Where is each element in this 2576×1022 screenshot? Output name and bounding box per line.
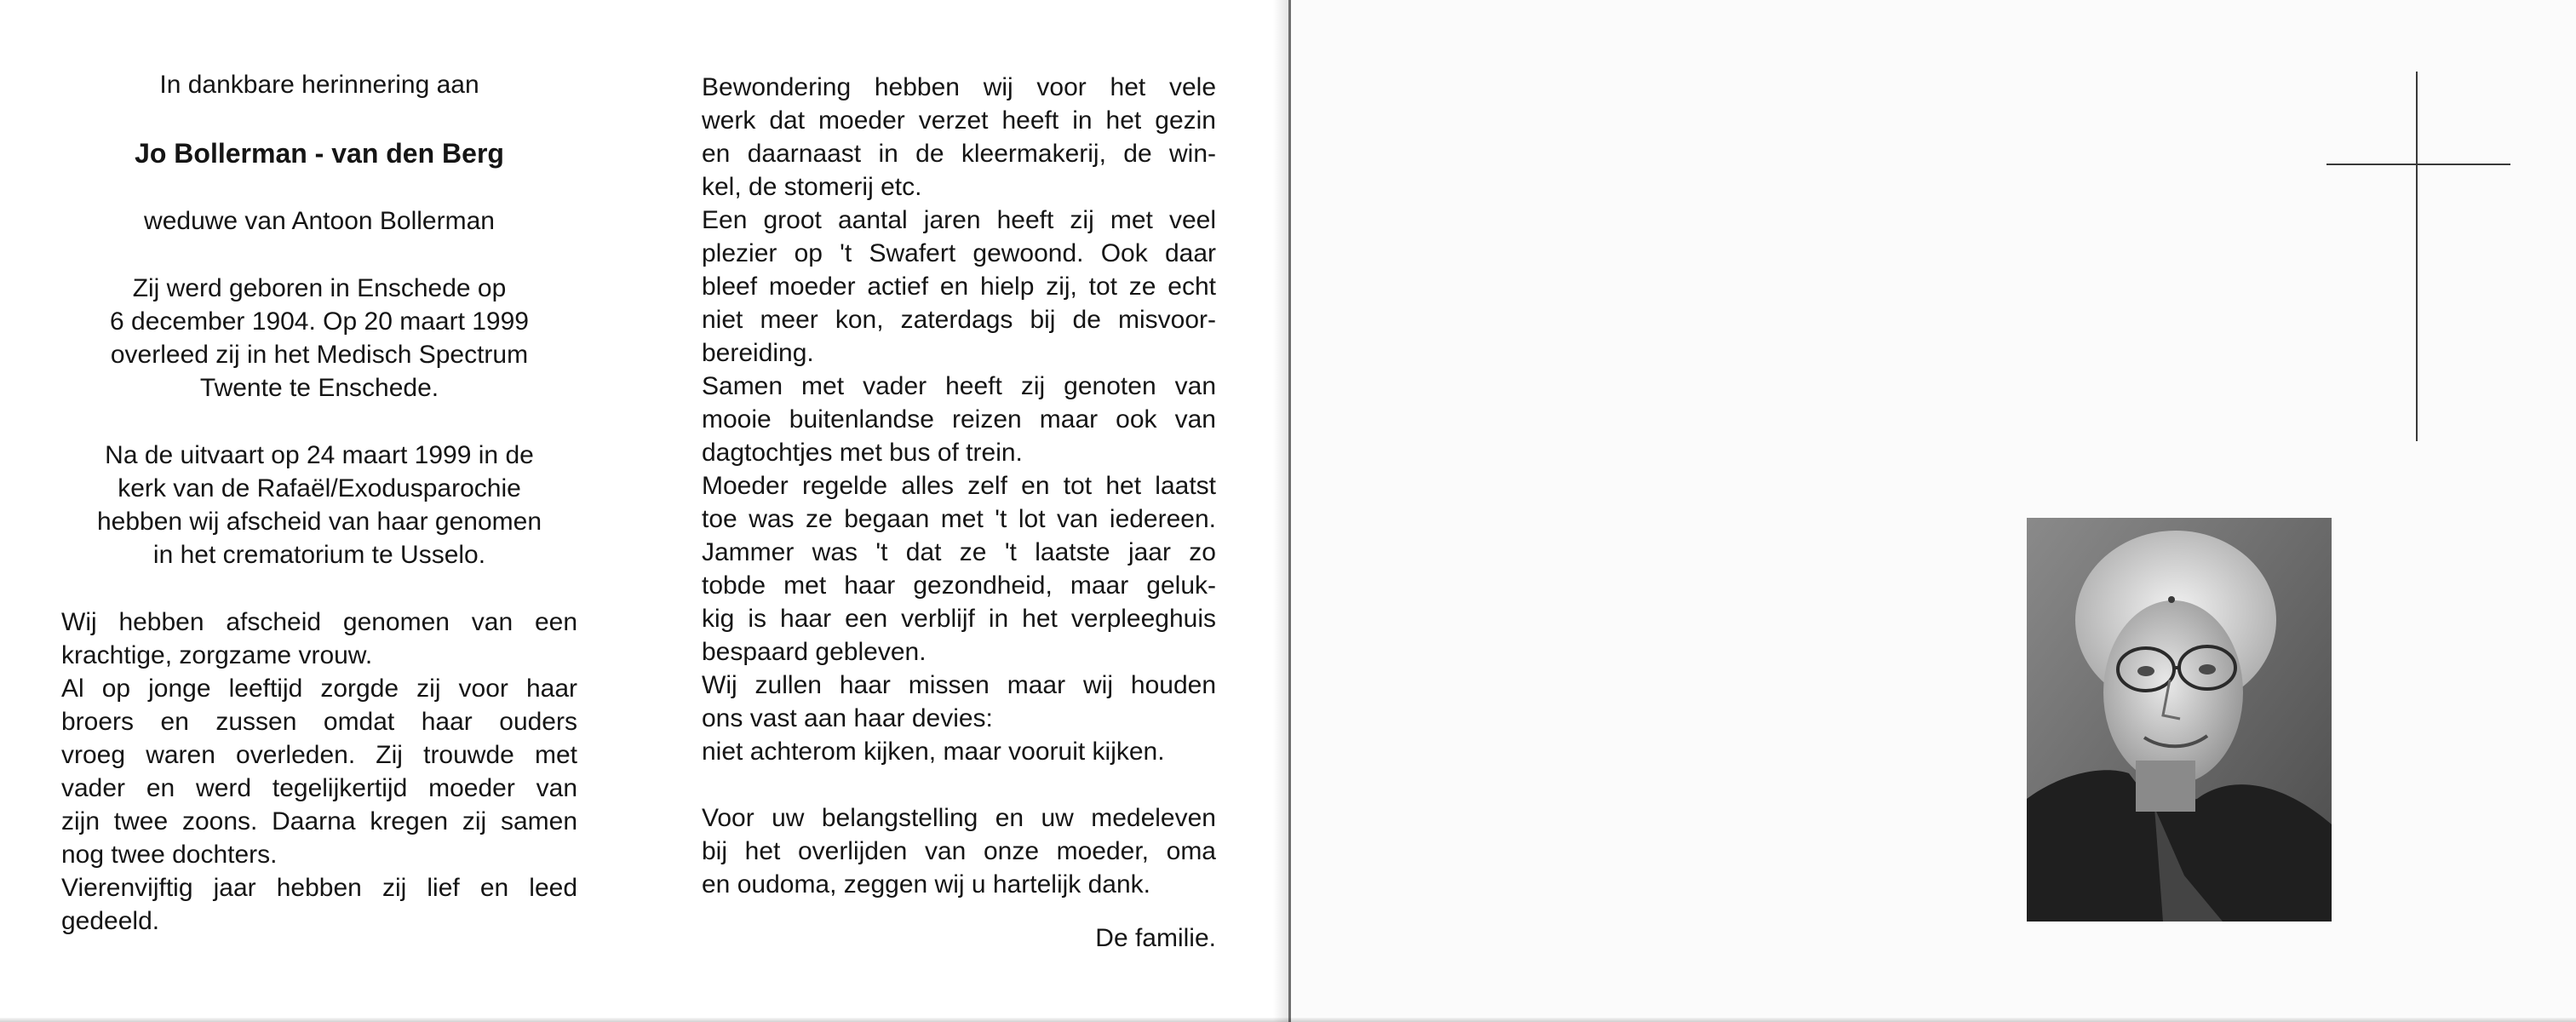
text-line: Bewondering hebben wij voor het vele	[702, 73, 1216, 101]
text-line: Wij hebben afscheid genomen van een	[61, 608, 577, 636]
text-line: Zij werd geboren in Enschede op	[132, 274, 507, 302]
text-line: en oudoma, zeggen wij u hartelijk dank.	[702, 870, 1150, 899]
memories-paragraph	[702, 71, 1216, 768]
text-line: Samen met vader heeft zij genoten van	[702, 372, 1216, 400]
text-line: bereiding.	[702, 339, 814, 367]
fold-shadow	[1273, 0, 1288, 1022]
text-line: Voor uw belangstelling en uw medeleven	[702, 804, 1216, 832]
text-line: niet achterom kijken, maar vooruit kijken.	[702, 738, 1165, 766]
text-line: Jammer was 't dat ze 't laatste jaar zo	[702, 538, 1216, 566]
birth-death-paragraph	[61, 272, 577, 405]
card-bottom-edge	[0, 1018, 2576, 1022]
text-line: Een groot aantal jaren heeft zij met veel	[702, 206, 1216, 234]
text-line: Moeder regelde alles zelf en tot het laatst	[702, 472, 1216, 500]
left-text-column	[61, 68, 577, 938]
text-line: vader en werd tegelijkertijd moeder van	[61, 774, 577, 802]
text-line: werk dat moeder verzet heeft in het gezin	[702, 106, 1216, 135]
text-line: bleef moeder actief en hielp zij, tot ze echt	[702, 273, 1216, 301]
text-line: in het crematorium te Usselo.	[152, 541, 486, 569]
text-line: bespaard gebleven.	[702, 638, 927, 666]
text-line: overleed zij in het Medisch Spectrum	[110, 341, 529, 369]
life-paragraph	[61, 606, 577, 938]
text-line: dagtochtjes met bus of trein.	[702, 439, 1023, 467]
text-line: plezier op 't Swafert gewoond. Ook daar	[702, 239, 1216, 267]
thanks-paragraph	[702, 801, 1216, 901]
back-card-page	[1290, 0, 2576, 1022]
portrait-image	[2027, 518, 2332, 922]
text-line: kig is haar een verblijf in het verpleeghuis	[702, 605, 1216, 633]
text-line: toe was ze begaan met 't lot van iedereen.	[702, 505, 1216, 533]
text-line: Al op jonge leeftijd zorgde zij voor haar	[61, 675, 577, 703]
deceased-name: Jo Bollerman - van den Berg	[135, 138, 504, 169]
right-text-column	[702, 71, 1216, 955]
portrait-photo	[2027, 518, 2332, 922]
cross-vertical-bar	[2416, 72, 2418, 441]
text-line: Vierenvijftig jaar hebben zij lief en leed	[61, 874, 577, 902]
text-line: 6 december 1904. Op 20 maart 1999	[110, 307, 529, 336]
family-signature: De familie.	[1095, 924, 1216, 952]
text-line: niet meer kon, zaterdags bij de misvoor-	[702, 306, 1216, 334]
text-line: nog twee dochters.	[61, 841, 278, 869]
text-line: kel, de stomerij etc.	[702, 173, 922, 201]
widow-of-text: weduwe van Antoon Bollerman	[144, 207, 495, 235]
text-line: Twente te Enschede.	[199, 374, 439, 402]
card-fold-line	[1288, 0, 1291, 1022]
text-line: krachtige, zorgzame vrouw.	[61, 641, 373, 669]
text-line: hebben wij afscheid van haar genomen	[96, 508, 542, 536]
intro-text: In dankbare herinnering aan	[159, 71, 479, 99]
text-line: Na de uitvaart op 24 maart 1999 in de	[105, 441, 534, 469]
cross-horizontal-bar	[2326, 164, 2510, 165]
text-line: broers en zussen omdat haar ouders	[61, 708, 577, 736]
text-line: mooie buitenlandse reizen maar ook van	[702, 405, 1216, 433]
text-line: en daarnaast in de kleermakerij, de win-	[702, 140, 1216, 168]
text-line: gedeeld.	[61, 907, 160, 935]
text-line: ons vast aan haar devies:	[702, 704, 993, 732]
funeral-paragraph	[61, 439, 577, 571]
text-line: kerk van de Rafaël/Exodusparochie	[118, 474, 521, 502]
text-line: vroeg waren overleden. Zij trouwde met	[61, 741, 577, 769]
text-line: Wij zullen haar missen maar wij houden	[702, 671, 1216, 699]
text-line: tobde met haar gezondheid, maar geluk-	[702, 571, 1216, 600]
text-line: bij het overlijden van onze moeder, oma	[702, 837, 1216, 865]
text-line: zijn twee zoons. Daarna kregen zij samen	[61, 807, 577, 835]
